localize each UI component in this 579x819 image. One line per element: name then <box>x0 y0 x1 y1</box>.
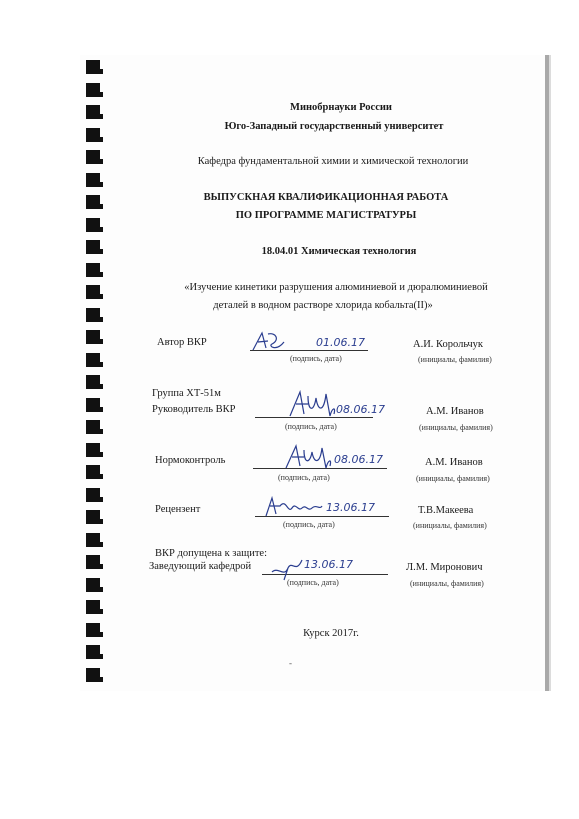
supervisor-name-caption: (инициалы, фамилия) <box>419 423 493 432</box>
supervisor-signature-caption: (подпись, дата) <box>285 422 337 431</box>
supervisor-signature-date: 08.06.17 <box>336 403 385 416</box>
binding-notch <box>93 542 103 547</box>
binding-notch <box>93 362 103 367</box>
reviewer-label: Рецензент <box>155 504 201 515</box>
normcontrol-label: Нормоконтроль <box>155 455 226 466</box>
normcontrol-name: А.М. Иванов <box>425 457 483 468</box>
binding-notch <box>93 407 103 412</box>
normcontrol-name-caption: (инициалы, фамилия) <box>416 474 490 483</box>
author-signature-icon <box>250 330 290 354</box>
ministry-name: Минобрнауки России <box>290 102 392 113</box>
author-signature-caption: (подпись, дата) <box>290 354 342 363</box>
specialty-code: 18.04.01 Химическая технология <box>261 246 417 257</box>
author-name-caption: (инициалы, фамилия) <box>418 355 492 364</box>
head-signature-date: 13.06.17 <box>304 558 353 571</box>
reviewer-signature-caption: (подпись, дата) <box>283 520 335 529</box>
binding-notch <box>93 317 103 322</box>
group-label: Группа ХТ-51м <box>152 388 221 399</box>
normcontrol-signature-caption: (подпись, дата) <box>278 473 330 482</box>
admitted-to-defense: ВКР допущена к защите: <box>155 548 267 559</box>
binding-notch <box>93 249 103 254</box>
head-signature-caption: (подпись, дата) <box>287 578 339 587</box>
binding-notch <box>93 384 103 389</box>
author-label: Автор ВКР <box>157 337 207 348</box>
reviewer-name: Т.В.Макеева <box>418 505 474 516</box>
normcontrol-signature-icon <box>282 442 334 472</box>
binding-notch <box>93 474 103 479</box>
head-label: Заведующий кафедрой <box>149 561 252 572</box>
binding-notch <box>93 677 103 682</box>
binding-notch <box>93 92 103 97</box>
binding-notch <box>93 294 103 299</box>
supervisor-name: А.М. Иванов <box>426 406 484 417</box>
binding-notch <box>93 159 103 164</box>
normcontrol-signature-date: 08.06.17 <box>334 453 383 466</box>
supervisor-signature-icon <box>286 388 338 420</box>
binding-notch <box>93 452 103 457</box>
binding-notch <box>93 519 103 524</box>
author-signature-date: 01.06.17 <box>316 336 365 349</box>
reviewer-name-caption: (инициалы, фамилия) <box>413 521 487 530</box>
university-name: Юго-Западный государственный университет <box>224 121 444 132</box>
binding-notch <box>93 564 103 569</box>
topic-line2: деталей в водном растворе хлорида кобальта(II)» <box>213 300 433 311</box>
binding-notch <box>93 114 103 119</box>
author-name: А.И. Корольчук <box>413 339 483 350</box>
head-name-caption: (инициалы, фамилия) <box>410 579 484 588</box>
city-year: Курск 2017г. <box>303 628 359 639</box>
work-title-line2: ПО ПРОГРАММЕ МАГИСТРАТУРЫ <box>235 210 417 221</box>
binding-notch <box>93 227 103 232</box>
binding-notch <box>93 272 103 277</box>
department-name: Кафедра фундаментальной химии и химической технологии <box>197 156 469 167</box>
binding-notch <box>93 587 103 592</box>
work-title-line1: ВЫПУСКНАЯ КВАЛИФИКАЦИОННАЯ РАБОТА <box>203 192 449 203</box>
document-page <box>80 55 549 691</box>
topic-line1: «Изучение кинетики разрушения алюминиевой и дюралюминиевой <box>184 282 488 293</box>
binding-notch <box>93 632 103 637</box>
head-name: Л.М. Миронович <box>406 562 483 573</box>
page-edge-highlight <box>549 55 551 691</box>
binding-notch <box>93 204 103 209</box>
page-mark: - <box>289 658 292 668</box>
binding-notch <box>93 497 103 502</box>
binding-notch <box>93 609 103 614</box>
reviewer-signature-icon <box>262 494 324 520</box>
binding-notch <box>93 69 103 74</box>
binding-notch <box>93 182 103 187</box>
reviewer-signature-date: 13.06.17 <box>326 501 375 514</box>
supervisor-label: Руководитель ВКР <box>152 404 236 415</box>
binding-notch <box>93 429 103 434</box>
binding-notch <box>93 339 103 344</box>
binding-notch <box>93 654 103 659</box>
binding-notch <box>93 137 103 142</box>
